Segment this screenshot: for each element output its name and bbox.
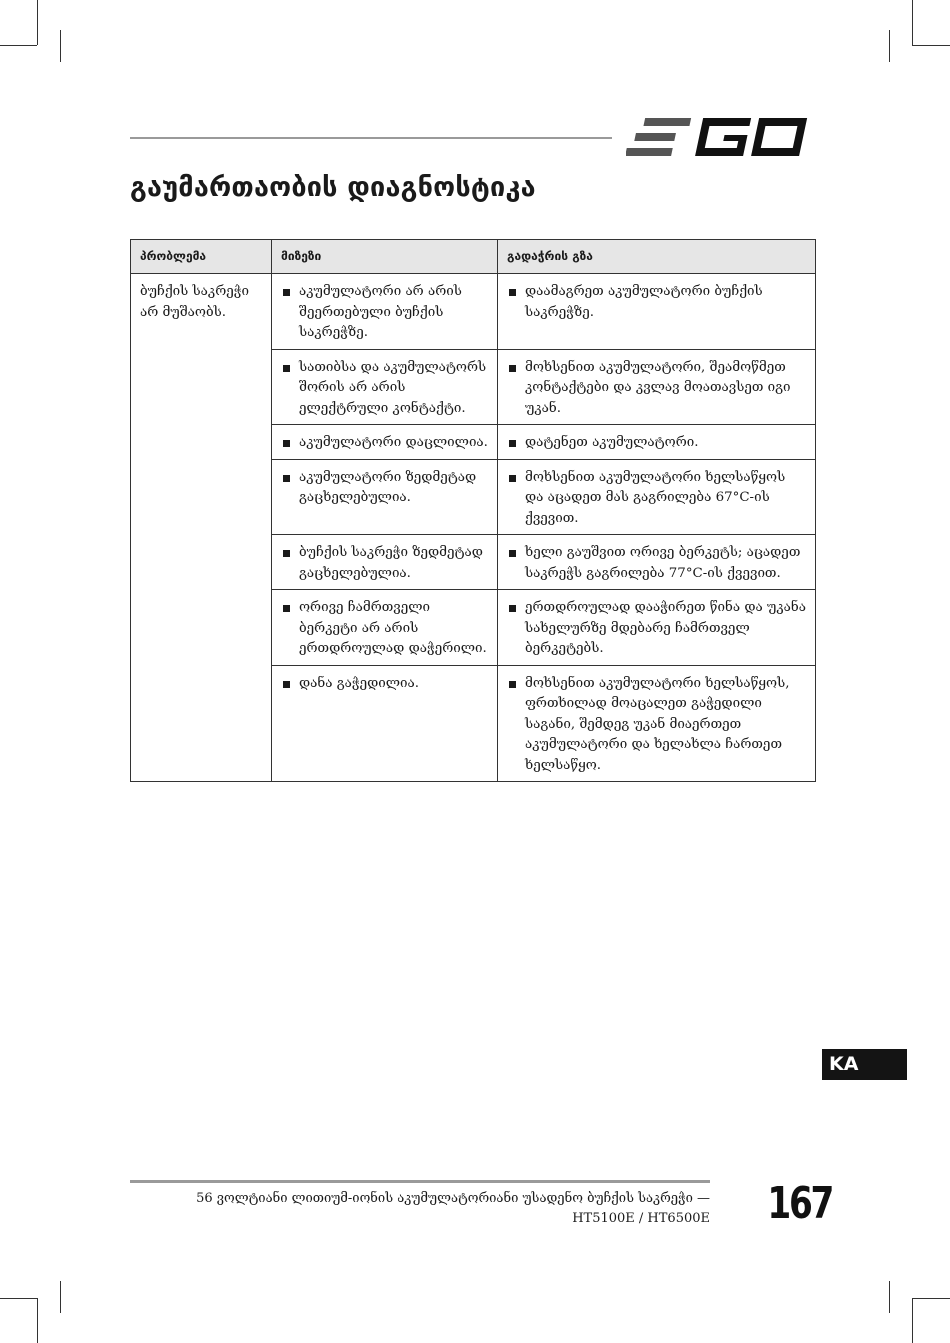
crop-mark [889,30,890,62]
footer-rule [130,1180,710,1183]
crop-mark [889,1281,890,1313]
bullet-icon [509,289,516,296]
crop-mark [912,1298,950,1299]
troubleshooting-table [130,239,816,782]
header-rule [130,137,612,139]
cause-cell [272,425,498,460]
solution-cell [498,425,816,460]
table-row [131,274,816,350]
cause-text: აკუმულატორი დაცლილია. [299,435,488,450]
bullet-icon [509,605,516,612]
cause-text: სათიბსა და აკუმულატორს შორის არ არის ელექტრული კონტაქტი. [299,359,487,416]
crop-mark [912,45,950,46]
crop-mark [912,1298,913,1343]
cause-cell [272,349,498,425]
page-title: გაუმართაობის დიაგნოსტიკა [130,172,536,203]
cause-text: აკუმულატორი ზედმეტად გაცხელებულია. [299,469,477,505]
header-cause: მიზეზი [272,240,498,274]
bullet-icon [283,681,290,688]
footer-line-2: HT5100E / HT6500E [572,1211,710,1226]
solution-cell [498,665,816,782]
solution-cell [498,590,816,666]
page-number: 167 [767,1178,833,1229]
crop-mark [0,45,37,46]
language-badge: KA [822,1049,907,1080]
cause-cell [272,590,498,666]
crop-mark [60,1281,61,1313]
header-problem: პრობლემა [131,240,272,274]
crop-mark [912,0,913,45]
solution-text: ხელი გაუშვით ორივე ბერკეტს; აცადეთ საკრეჭს გაგრილება 77°C-ის ქვევით. [525,545,801,581]
solution-text: მოხსენით აკუმულატორი, შეამოწმეთ კონტაქტები და კვლავ მოათავსეთ იგი უკან. [525,359,791,416]
solution-cell [498,349,816,425]
cause-cell [272,665,498,782]
bullet-icon [283,605,290,612]
bullet-icon [509,550,516,557]
solution-text: დაამაგრეთ აკუმულატორი ბუჩქის საკრეჭზე. [525,284,763,320]
solution-text: ერთდროულად დააჭირეთ წინა და უკანა სახელურზე მდებარე ჩამრთველ ბერკეტებს. [525,600,807,656]
crop-mark [37,1298,38,1343]
crop-mark [0,1298,37,1299]
cause-cell [272,459,498,535]
solution-cell [498,459,816,535]
bullet-icon [283,289,290,296]
bullet-icon [509,365,516,372]
bullet-icon [283,440,290,447]
cause-text: ორივე ჩამრთველი ბერკეტი არ არის ერთდროულად დაჭერილი. [299,600,487,656]
cause-cell [272,274,498,350]
crop-mark [60,30,61,62]
solution-text: დატენეთ აკუმულატორი. [525,435,699,450]
solution-text: მოხსენით აკუმულატორი ხელსაწყოს და აცადეთ მას გაგრილება 67°C-ის ქვევით. [525,469,786,526]
header-solution: გადაჭრის გზა [498,240,816,274]
footer-product-name [130,1189,710,1229]
cause-text: აკუმულატორი არ არის შეერთებული ბუჩქის საკრეჭზე. [299,284,462,340]
cause-text: ბუჩქის საკრეჭი ზედმეტად გაცხელებულია. [299,545,483,581]
bullet-icon [283,475,290,482]
problem-cell: ბუჩქის საკრეჭი არ მუშაობს. [131,274,272,782]
table-header-row [131,240,816,274]
ego-logo [626,114,816,160]
solution-cell [498,535,816,590]
bullet-icon [509,681,516,688]
footer-line-1: 56 ვოლტიანი ლითიუმ-იონის აკუმულატორიანი უსადენო ბუჩქის საკრეჭი — [196,1191,710,1206]
bullet-icon [509,475,516,482]
solution-cell [498,274,816,350]
crop-mark [37,0,38,45]
cause-text: დანა გაჭედილია. [299,675,420,691]
cause-cell [272,535,498,590]
bullet-icon [283,365,290,372]
bullet-icon [509,440,516,447]
solution-text: მოხსენით აკუმულატორი ხელსაწყოს, ფრთხილად მოაცალეთ გაჭედილი საგანი, შემდეგ უკან მიაერთეთ აკუმულატორი და ხელახლა ჩართეთ ხელსაწყო. [525,675,790,773]
bullet-icon [283,550,290,557]
